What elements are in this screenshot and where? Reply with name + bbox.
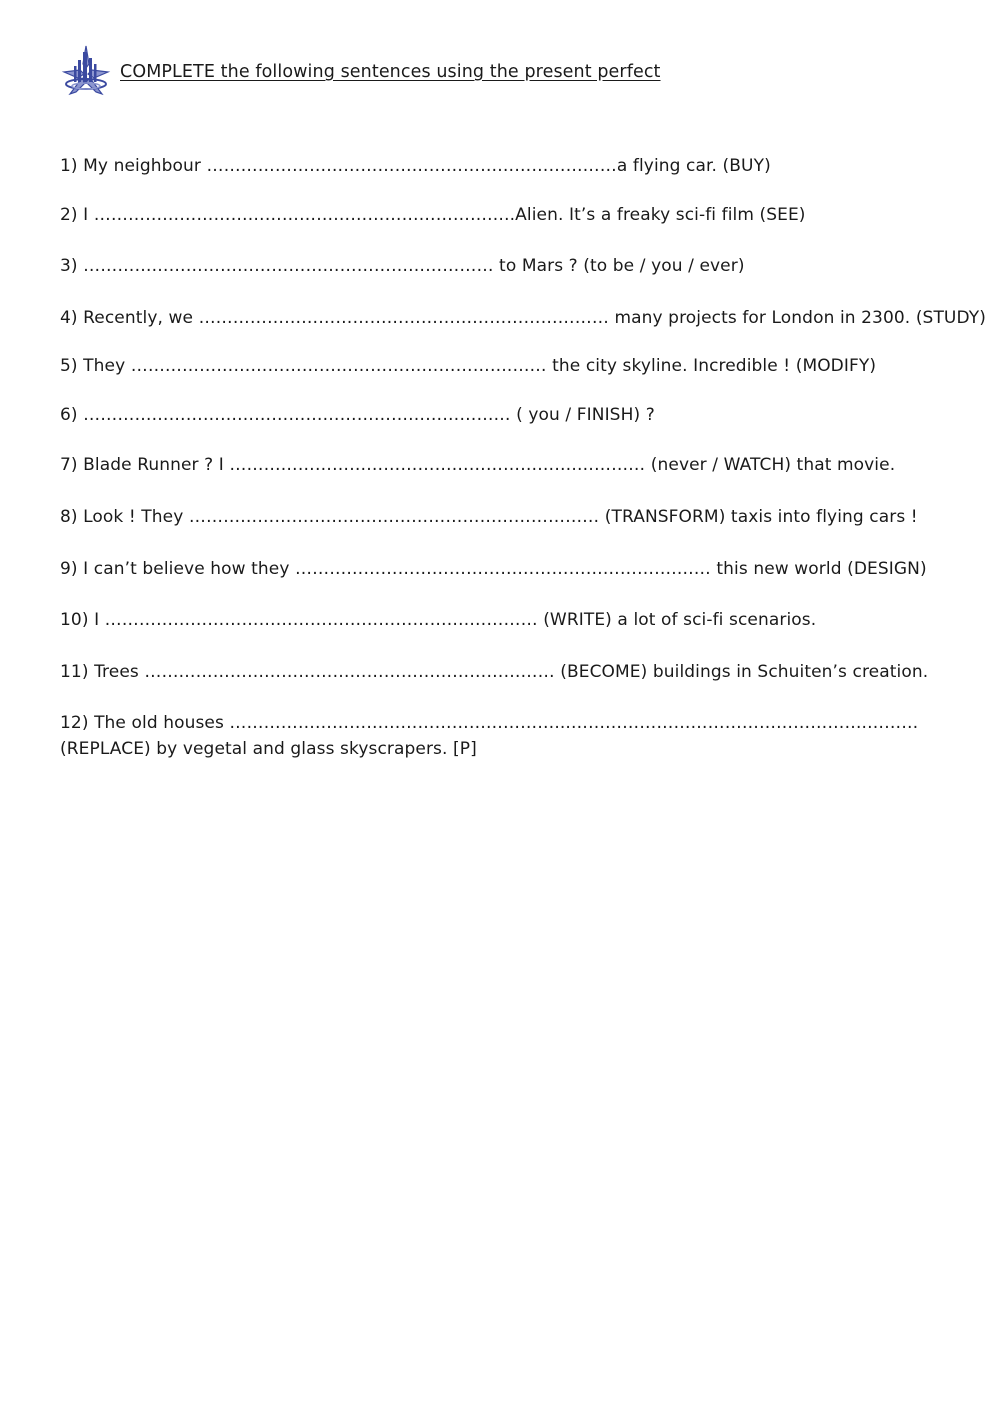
city-skyline-logo-icon — [56, 42, 116, 102]
exercise-item-9: 9) I can’t believe how they ………………………………………………………….…… this new world (DESIGN) — [60, 559, 927, 579]
exercise-item-4: 4) Recently, we ……………………………………………………………… many projects for London in 2300. (STUDY) — [60, 308, 986, 328]
exercise-item-10: 10) I ……………………………………………………….………… (WRITE) a lot of sci-fi scenarios. — [60, 610, 817, 630]
exercise-item-5: 5) They ………………………………………………………….…… the city skyline. Incredible ! (MODIFY) — [60, 356, 877, 376]
exercise-item-6: 6) ………………………………………………………………… ( you / FINISH) ? — [60, 405, 655, 425]
exercise-item-12: 12) The old houses …………………………………………………...…………………………………………….……… (REPLACE) by vegetal and glass skyscrapers. [P] — [60, 713, 919, 759]
exercise-item-3: 3) ……………………………………………………………… to Mars ? (to be / you / ever) — [60, 256, 745, 276]
exercise-item-7: 7) Blade Runner ? I …………………………………………………….………… (never / WATCH) that movie. — [60, 455, 896, 475]
exercise-item-1: 1) My neighbour ………………………………………………………………a flying car. (BUY) — [60, 156, 771, 176]
exercise-item-8: 8) Look ! They ……………………………………………………………… (TRANSFORM) taxis into flying cars ! — [60, 507, 918, 527]
exercise-item-2: 2) I …………………………………………………………….….Alien. It’s a freaky sci-fi film (SEE) — [60, 205, 806, 225]
page-title: COMPLETE the following sentences using the present perfect — [120, 62, 661, 82]
exercise-item-11: 11) Trees ……………………………………………………………… (BECOME) buildings in Schuiten’s creation. — [60, 662, 929, 682]
